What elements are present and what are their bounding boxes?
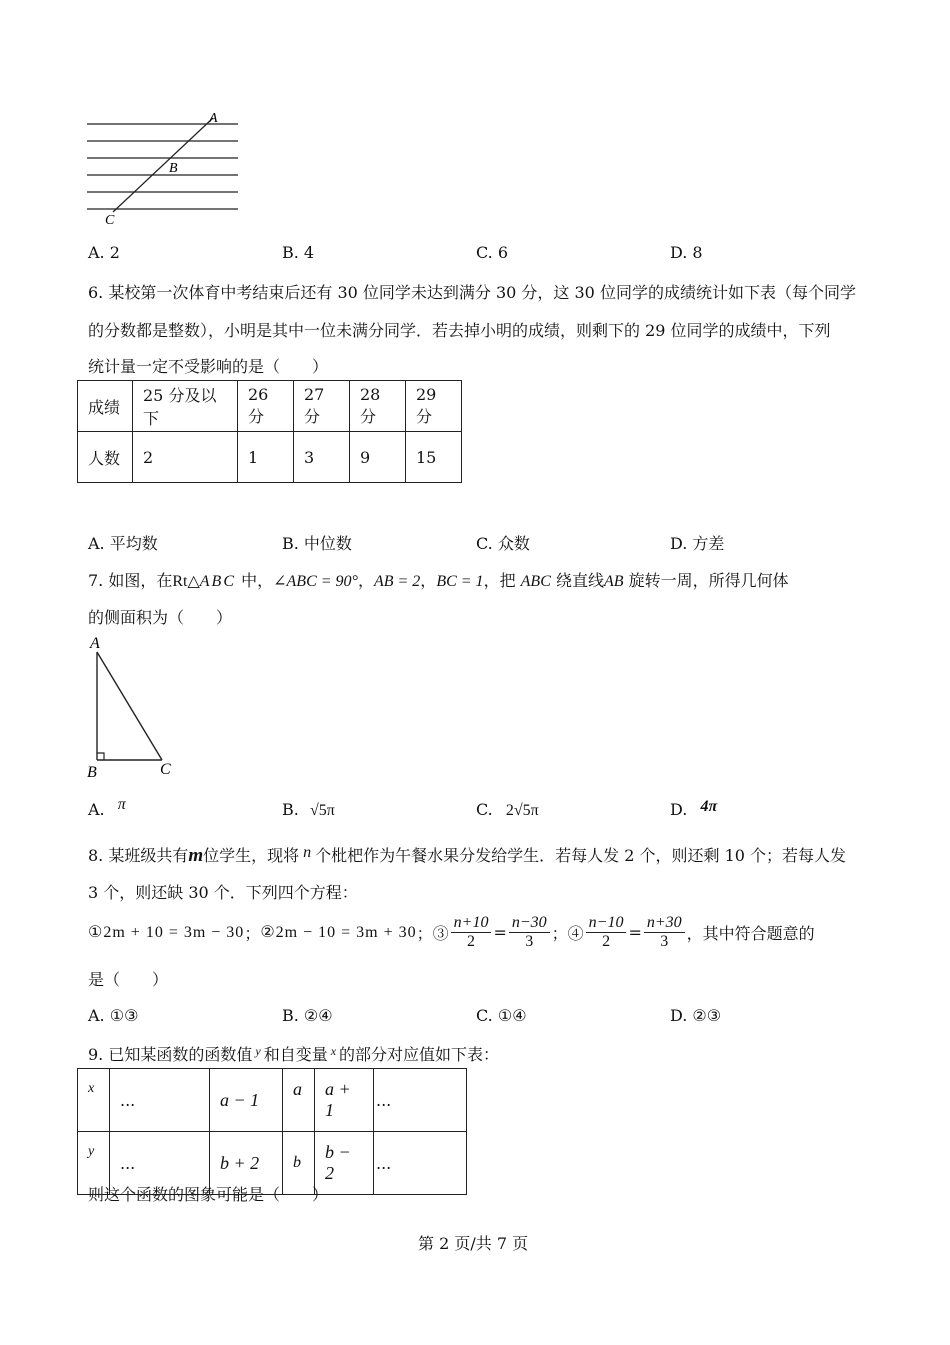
numerator: n−10 [586, 914, 627, 933]
q8-option-a: A. ①③ [88, 1006, 139, 1025]
q7-text: 绕直线 [555, 571, 604, 590]
equals-sign: = [628, 922, 642, 942]
equation-1: ①2m + 10 = 3m − 30 [88, 924, 245, 941]
fraction [509, 914, 550, 951]
table-cell: ... [374, 1132, 467, 1195]
numerator: n+30 [644, 914, 685, 933]
table-row [78, 1069, 467, 1132]
q6-line-3: 统计量一定不受影响的是（ ） [88, 357, 329, 376]
vertex-b-label: B [87, 764, 97, 781]
option-value: √5π [309, 802, 335, 819]
vertex-a-label: A [90, 635, 100, 652]
fraction [644, 914, 685, 951]
point-c-label: C [105, 213, 115, 228]
point-a-label: A [209, 111, 218, 126]
vertex-c-label: C [160, 761, 171, 778]
option-label: C. [476, 800, 493, 819]
q8-text: ，其中符合题意的 [686, 923, 815, 943]
function-value-table [77, 1068, 467, 1195]
option-value: π [117, 796, 126, 813]
q7-option-b [282, 800, 335, 820]
table-cell: 人数 [78, 432, 133, 483]
q8-line-1 [88, 843, 846, 867]
table-cell: ... [110, 1069, 210, 1132]
q8-option-c: C. ①④ [476, 1006, 527, 1025]
parallel-lines-figure [85, 108, 245, 228]
point-b-label: B [169, 161, 178, 176]
q5-option-d: D. 8 [670, 243, 703, 262]
q9-after-text: 则这个函数的图象可能是（ ） [88, 1185, 329, 1204]
q8-text: 位学生，现将 [203, 846, 300, 865]
page-footer: 第 2 页/共 7 页 [418, 1234, 529, 1253]
table-header-cell: 28 分 [350, 381, 406, 432]
table-cell: b − 2 [315, 1132, 374, 1195]
table-row [78, 381, 462, 432]
table-cell: 1 [238, 432, 294, 483]
q7-option-d [670, 800, 717, 820]
q6-line-2: 的分数都是整数），小明是其中一位未满分同学．若去掉小明的成绩，则剩下的 29 位同学的成绩中，下列 [88, 321, 831, 340]
q7-text: ， [357, 571, 374, 590]
option-label: D. [670, 800, 688, 819]
q7-bc-value: BC = 1 [436, 573, 484, 590]
table-cell: a − 1 [210, 1069, 283, 1132]
q6-option-a: A. 平均数 [88, 534, 158, 553]
table-header-cell: 26 分 [238, 381, 294, 432]
q9-var-y: y [255, 1044, 261, 1058]
q7-option-a [88, 796, 126, 820]
numerator: n−30 [509, 914, 550, 933]
separator: ； [244, 923, 261, 943]
q7-rt: Rt△ [172, 573, 200, 590]
q7-option-c [476, 800, 539, 820]
table-cell: ... [110, 1132, 210, 1195]
q6-option-c: C. 众数 [476, 534, 530, 553]
table-cell: 3 [294, 432, 350, 483]
table-cell: y [78, 1132, 110, 1195]
table-cell: ... [374, 1069, 467, 1132]
q8-var-m: m [188, 845, 204, 866]
table-cell: a + 1 [315, 1069, 374, 1132]
table-header-cell: 29 分 [406, 381, 462, 432]
option-label: A. [88, 800, 105, 819]
denominator: 2 [467, 932, 476, 950]
q7-text: 7. 如图，在 [88, 571, 173, 590]
q7-text: 旋转一周，所得几何体 [628, 571, 789, 590]
table-header-cell: 27 分 [294, 381, 350, 432]
table-header-cell: 成绩 [78, 381, 133, 432]
q7-line-2: 的侧面积为（ ） [88, 608, 233, 627]
table-cell: a [283, 1069, 315, 1132]
q7-abc: ABC [199, 573, 236, 590]
fraction [451, 914, 492, 951]
q9-line-1 [88, 1042, 499, 1065]
table-cell: b [283, 1132, 315, 1195]
table-cell: 2 [133, 432, 238, 483]
right-triangle-figure [84, 634, 184, 782]
table-cell: x [78, 1069, 110, 1132]
q9-text: 的部分对应值如下表： [339, 1045, 500, 1064]
q8-var-n: n [303, 844, 312, 861]
q8-text: 个枇杷作为午餐水果分发给学生．若每人发 2 个，则还剩 10 个；若每人发 [315, 846, 847, 865]
equation-2: ②2m − 10 = 3m + 30 [260, 924, 417, 941]
score-table [77, 380, 462, 483]
q7-text: ，把 [483, 571, 521, 590]
denominator: 2 [602, 932, 611, 950]
q7-ab-value: AB = 2 [373, 573, 421, 590]
q6-option-b: B. 中位数 [282, 534, 352, 553]
q9-var-x: x [330, 1044, 337, 1058]
q5-option-a: A. 2 [88, 243, 120, 262]
table-cell: 15 [406, 432, 462, 483]
table-header-cell: 25 分及以下 [133, 381, 238, 432]
fraction [586, 914, 627, 951]
option-value: 4π [700, 798, 718, 815]
separator: ；③ [416, 923, 449, 943]
q8-line-2: 3 个，则还缺 30 个．下列四个方程： [88, 883, 358, 902]
q9-text: 9. 已知某函数的函数值 [88, 1045, 253, 1064]
q8-equations [88, 906, 815, 958]
equals-sign: = [493, 922, 507, 942]
q8-line-4: 是（ ） [88, 970, 169, 989]
q7-abc-2: ABC [520, 573, 551, 590]
denominator: 3 [660, 932, 669, 950]
q8-text: 8. 某班级共有 [88, 846, 189, 865]
q9-text: 和自变量 [263, 1045, 328, 1064]
numerator: n+10 [451, 914, 492, 933]
table-cell: 9 [350, 432, 406, 483]
q7-angle: ∠ABC = 90° [273, 573, 358, 590]
q6-option-d: D. 方差 [670, 534, 725, 553]
denominator: 3 [525, 932, 534, 950]
q7-ab-line: AB [603, 573, 624, 590]
q8-option-d: D. ②③ [670, 1006, 722, 1025]
table-row [78, 432, 462, 483]
option-value: 2√5π [505, 802, 539, 819]
option-label: B. [282, 800, 299, 819]
q7-line-1 [88, 568, 789, 591]
q8-option-b: B. ②④ [282, 1006, 333, 1025]
separator: ；④ [551, 923, 584, 943]
q7-text: 中， [241, 571, 274, 590]
table-cell: b + 2 [210, 1132, 283, 1195]
q7-text: ， [420, 571, 437, 590]
q5-option-b: B. 4 [282, 243, 315, 262]
q6-line-1: 6. 某校第一次体育中考结束后还有 30 位同学未达到满分 30 分，这 30 位同学的成绩统计如下表（每个同学 [88, 283, 856, 302]
q5-option-c: C. 6 [476, 243, 509, 262]
